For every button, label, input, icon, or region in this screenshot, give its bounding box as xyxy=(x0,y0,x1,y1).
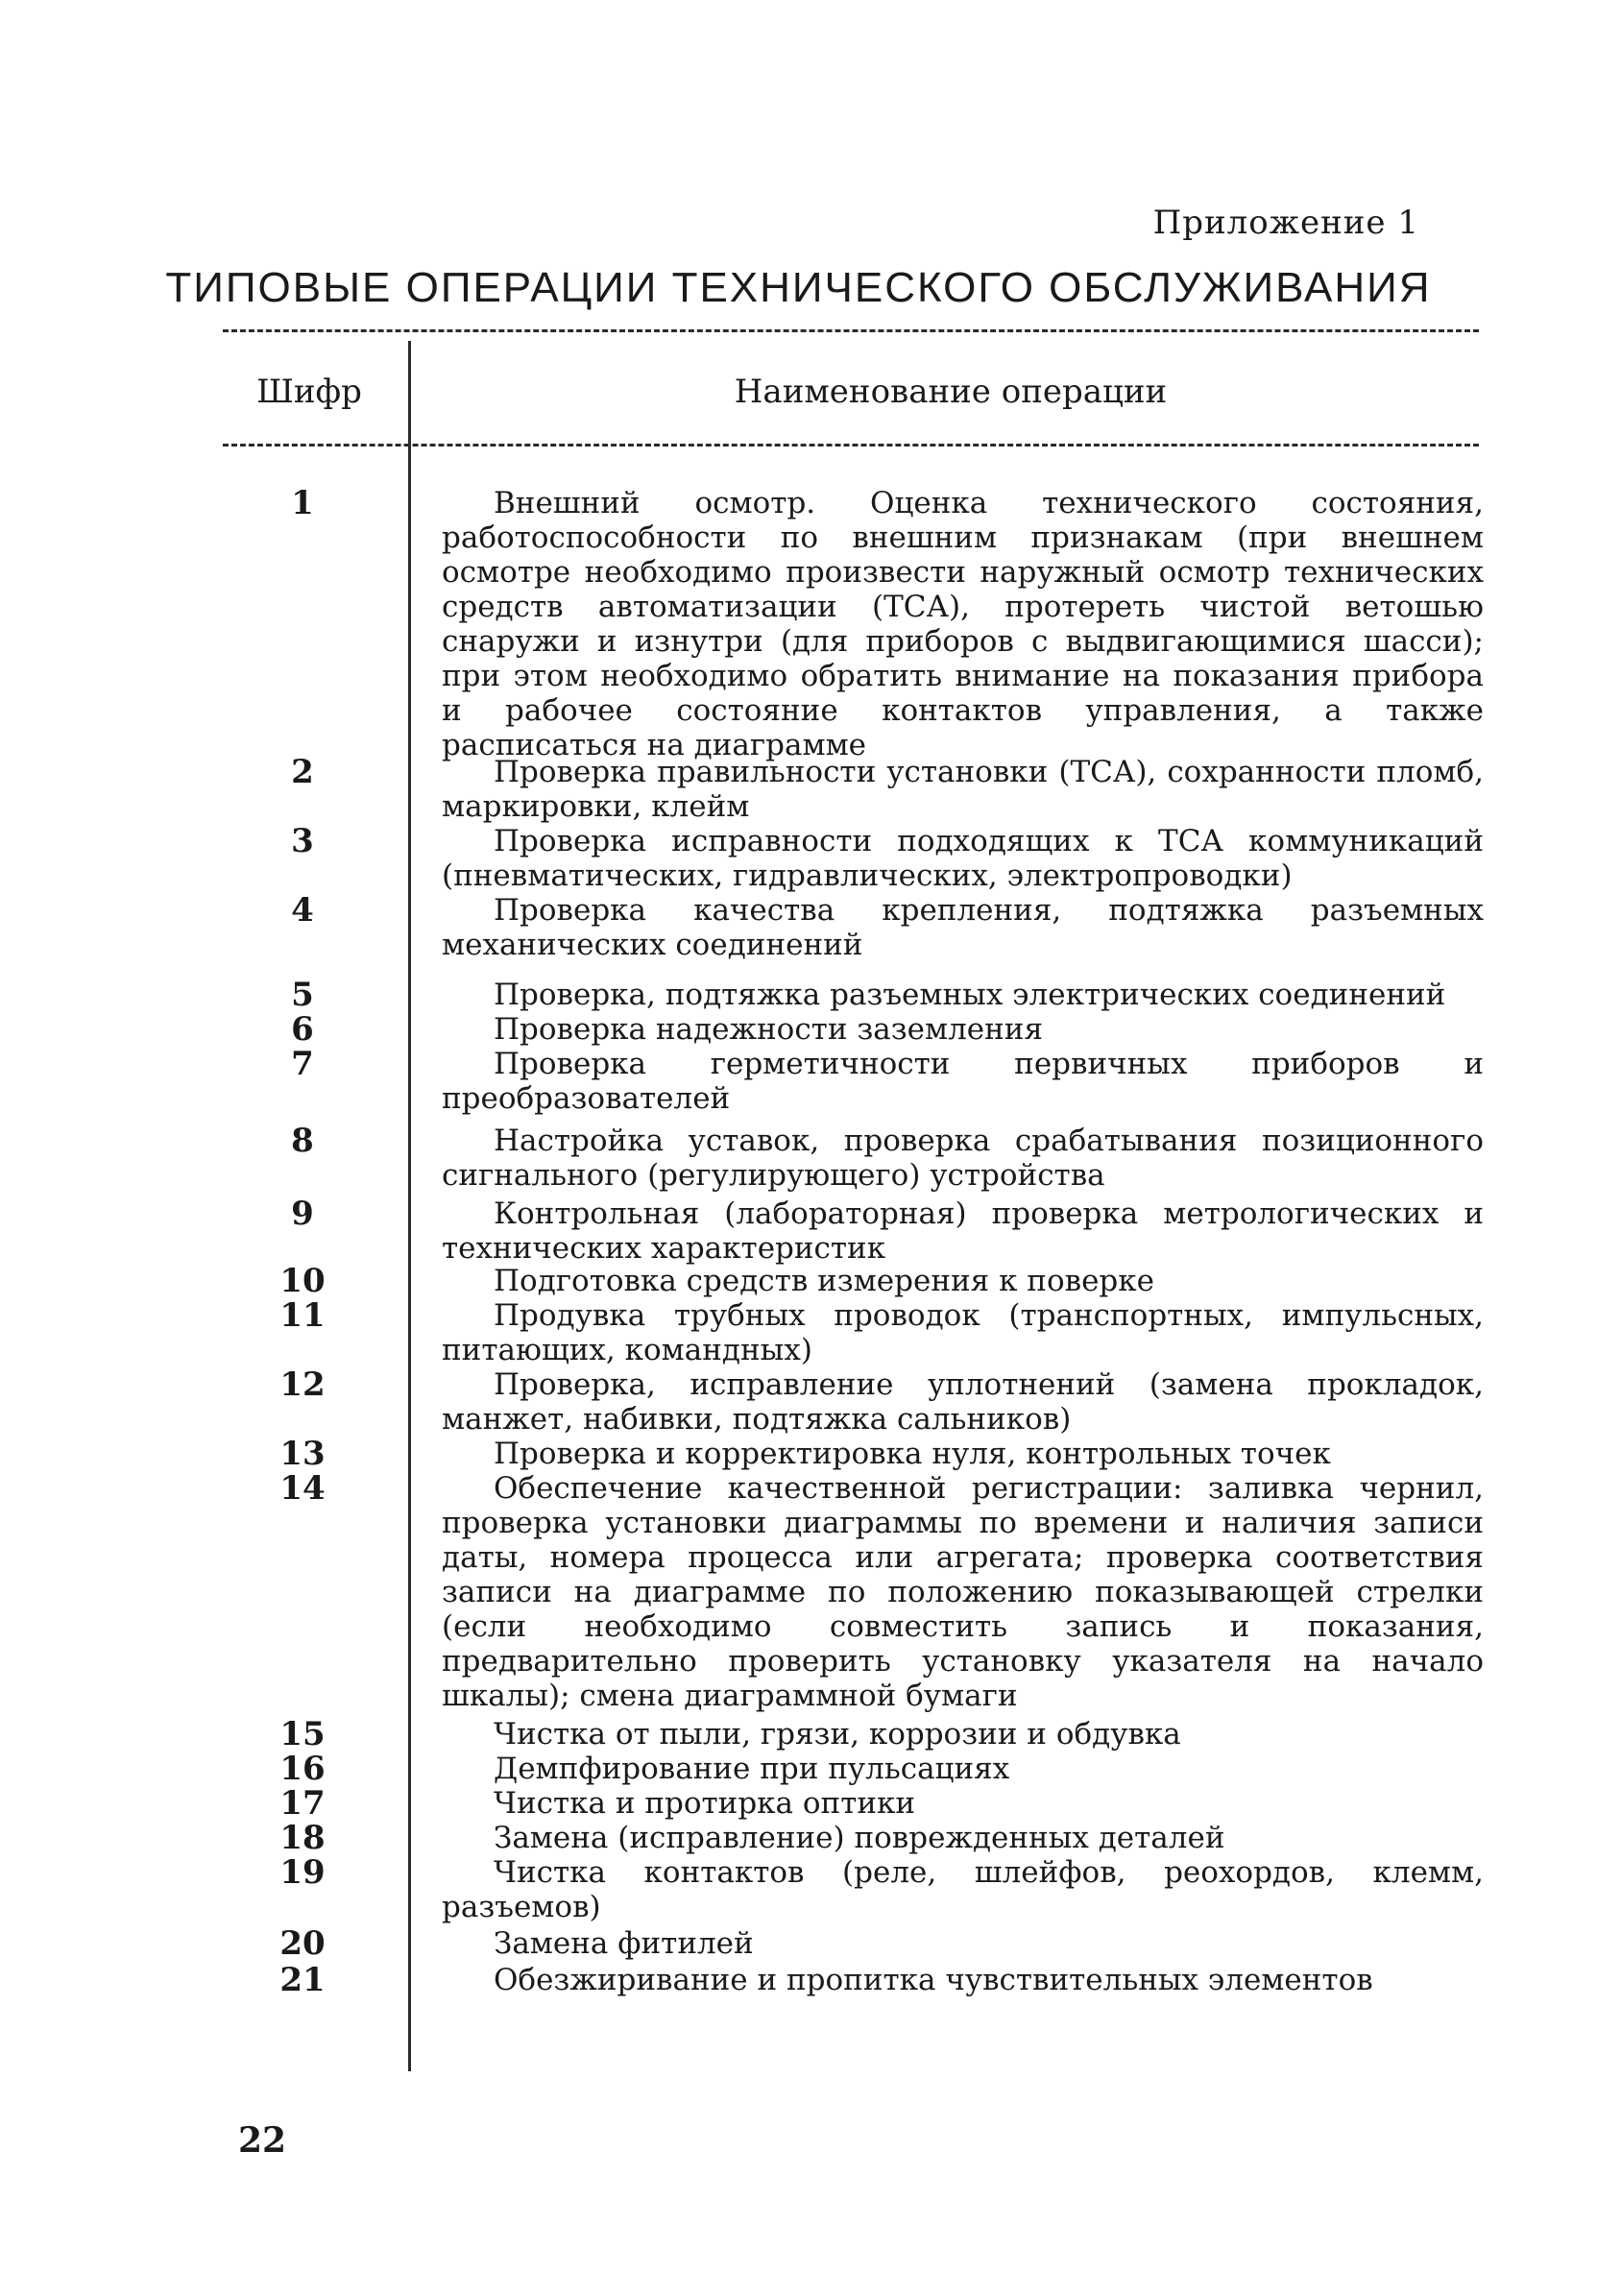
row-code: 4 xyxy=(291,891,314,930)
row-code: 15 xyxy=(279,1715,326,1753)
row-code: 18 xyxy=(279,1819,326,1857)
row-code: 16 xyxy=(279,1750,326,1788)
row-code: 3 xyxy=(291,822,314,860)
row-code: 19 xyxy=(279,1853,326,1892)
table-header-rule xyxy=(223,444,1479,447)
row-operation: Подготовка средств измерения к поверке xyxy=(494,1264,1154,1298)
column-header-code: Шифр xyxy=(256,373,362,411)
row-operation: Чистка от пыли, грязи, коррозии и обдувка xyxy=(494,1717,1181,1752)
row-operation: Контрольная (лабораторная) проверка метрологических и технических характеристик xyxy=(442,1196,1484,1266)
row-code: 20 xyxy=(279,1924,326,1963)
row-code: 11 xyxy=(279,1296,326,1335)
appendix-label: Приложение 1 xyxy=(1152,204,1419,242)
row-code: 5 xyxy=(291,976,314,1014)
row-code: 12 xyxy=(279,1366,326,1404)
row-code: 14 xyxy=(279,1469,326,1508)
row-operation: Обеспечение качественной регистрации: заливка чернил, проверка установки диаграммы по времени и наличия записи даты, номера процесса или агрегата; проверка соответствия записи на диаграмме по положению показывающей стрелки (если необходимо совместить запись и показания, предварительно проверить установку указателя на начало шкалы); смена диаграммной бумаги xyxy=(442,1471,1484,1713)
row-code: 21 xyxy=(279,1961,326,1999)
row-operation: Проверка и корректировка нуля, контрольных точек xyxy=(494,1437,1331,1471)
row-operation: Проверка качества крепления, подтяжка разъемных механических соединений xyxy=(442,893,1484,962)
row-code: 17 xyxy=(279,1784,326,1823)
row-operation: Чистка и протирка оптики xyxy=(494,1786,916,1821)
row-code: 13 xyxy=(279,1435,326,1473)
row-operation: Продувка трубных проводок (транспортных, импульсных, питающих, командных) xyxy=(442,1298,1484,1367)
row-code: 2 xyxy=(291,753,314,791)
row-operation: Замена фитилей xyxy=(494,1926,754,1961)
column-header-name: Наименование операции xyxy=(734,373,1168,411)
row-code: 8 xyxy=(291,1122,314,1160)
row-operation: Чистка контактов (реле, шлейфов, реохордов, клемм, разъемов) xyxy=(442,1855,1484,1924)
table-top-rule xyxy=(223,329,1479,332)
page-title: ТИПОВЫЕ ОПЕРАЦИИ ТЕХНИЧЕСКОГО ОБСЛУЖИВАНИЯ xyxy=(165,264,1432,311)
row-operation: Демпфирование при пульсациях xyxy=(494,1752,1010,1786)
row-operation: Проверка, исправление уплотнений (замена прокладок, манжет, набивки, подтяжка сальников) xyxy=(442,1367,1484,1437)
column-divider xyxy=(408,341,411,2071)
row-operation: Проверка правильности установки (ТСА), сохранности пломб, маркировки, клейм xyxy=(442,755,1484,824)
row-operation: Обезжиривание и пропитка чувствительных элементов xyxy=(494,1963,1373,1997)
row-operation: Проверка, подтяжка разъемных электрических соединений xyxy=(494,978,1446,1012)
row-operation: Внешний осмотр. Оценка технического состояния, работоспособности по внешним признакам (при внешнем осмотре необходимо произвести наружный осмотр технических средств автоматизации (ТСА), протереть чистой ветошью снаружи и изнутри (для приборов с выдвигающимися шасси); при этом необходимо обратить внимание на показания прибора и рабочее состояние контактов управления, а также расписаться на диаграмме xyxy=(442,486,1484,762)
row-operation: Настройка уставок, проверка срабатывания позиционного сигнального (регулирующего) устройства xyxy=(442,1124,1484,1193)
row-operation: Замена (исправление) поврежденных деталей xyxy=(494,1821,1225,1855)
row-operation: Проверка герметичности первичных приборов и преобразователей xyxy=(442,1047,1484,1116)
row-operation: Проверка исправности подходящих к ТСА коммуникаций (пневматических, гидравлических, электропроводки) xyxy=(442,824,1484,893)
row-code: 7 xyxy=(291,1045,314,1083)
page-number: 22 xyxy=(238,2120,287,2161)
row-operation: Проверка надежности заземления xyxy=(494,1012,1044,1047)
row-code: 10 xyxy=(279,1262,326,1300)
row-code: 1 xyxy=(291,484,314,522)
row-code: 9 xyxy=(291,1195,314,1233)
row-code: 6 xyxy=(291,1010,314,1049)
